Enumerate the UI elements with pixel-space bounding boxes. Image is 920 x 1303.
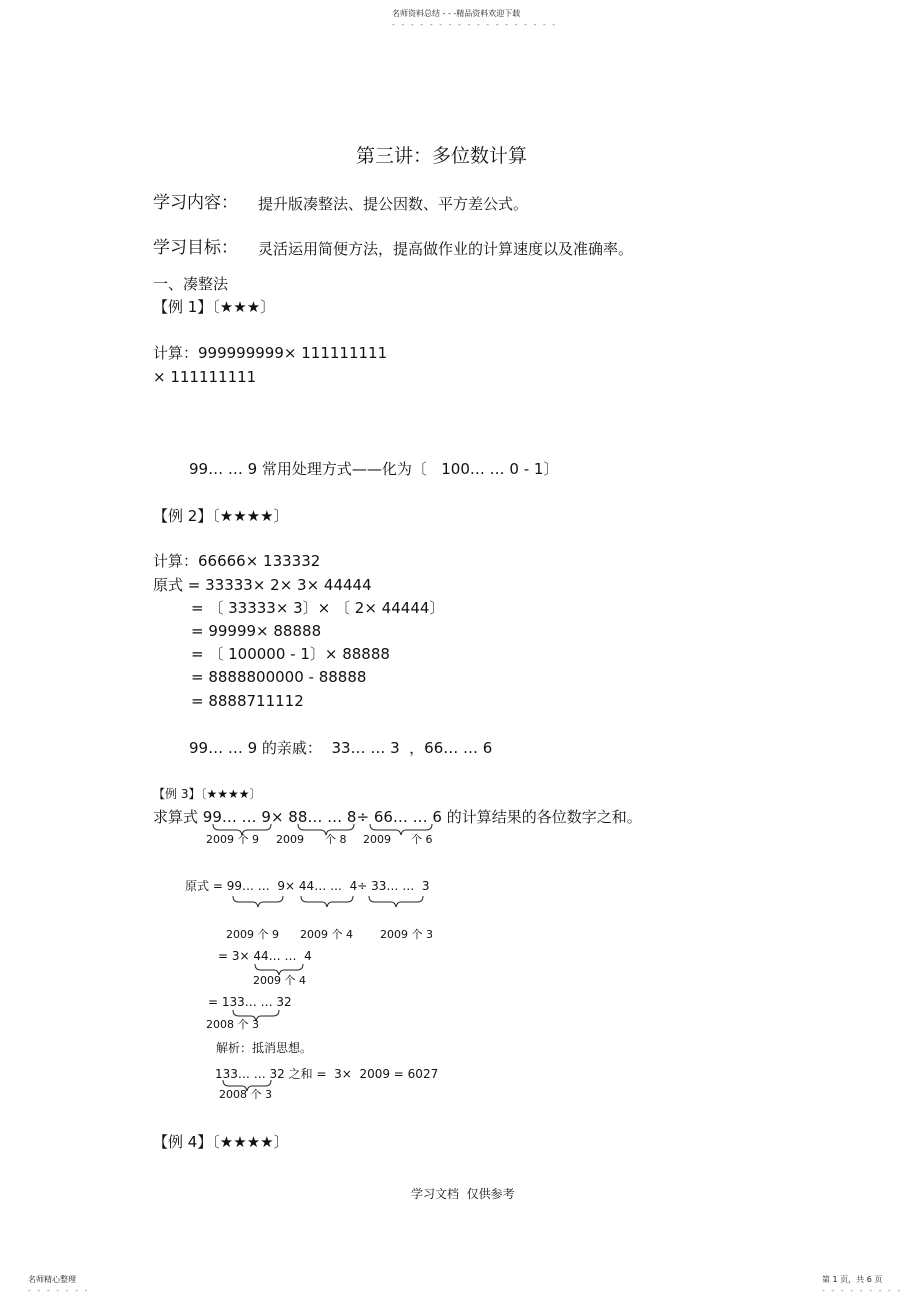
solution-line: [185, 880, 430, 892]
solution-line: [208, 996, 292, 1008]
example-2-line: = 〔 33333× 3〕× 〔 2× 44444〕: [191, 599, 445, 617]
example-1-line: × 111111111: [153, 368, 257, 386]
number-sixes: 66… … 6: [373, 808, 442, 826]
section-heading: 一、凑整法: [153, 275, 229, 293]
operator: ÷: [357, 879, 372, 893]
brace: [369, 896, 423, 907]
brace-label: 2008 个 3: [219, 1088, 272, 1101]
brace-label: 2009 个 4: [253, 974, 306, 987]
brace-label: 个 8: [325, 833, 347, 846]
solution-prefix: = 3×: [218, 949, 254, 963]
brace-label: 2009 个 9: [226, 928, 279, 941]
brace: [301, 896, 353, 907]
brace-label: 2009 个 9: [206, 833, 259, 846]
footer-note: 学习文档 仅供参考: [411, 1187, 515, 1201]
brace-label: 2009: [276, 833, 304, 846]
footer-left-dots: - - - - - - -: [28, 1286, 90, 1295]
example-2-line: = 99999× 88888: [191, 622, 322, 640]
analysis-text: 解析：抵消思想。: [216, 1041, 313, 1055]
question-suffix: 的计算结果的各位数字之和。: [441, 808, 642, 826]
number-nines: 99… … 9: [226, 879, 286, 893]
number-eights: 88… … 8: [288, 808, 357, 826]
sum-line: [215, 1068, 438, 1080]
goal-label: 学习目标：: [153, 238, 238, 258]
footer-left: 名师精心整理: [28, 1275, 76, 1284]
brace-label: 个 6: [411, 833, 433, 846]
goal-text: 灵活运用简便方法，提高做作业的计算速度以及准确率。: [258, 240, 634, 258]
footer-right-dots: - - - - - - - - -: [822, 1286, 903, 1295]
solution-line: [218, 950, 312, 962]
number-threes: 33… …: [222, 1067, 270, 1081]
number-nines: 99… … 9: [202, 808, 271, 826]
operator: ÷: [356, 808, 374, 826]
example-2-heading: 【例 2】〔★★★★〕: [153, 507, 289, 525]
content-text: 提升版凑整法、提公因数、平方差公式。: [258, 195, 529, 213]
operator: ×: [270, 808, 289, 826]
page-title: 第三讲：多位数计算: [356, 145, 528, 167]
example-2-line: = 〔 100000 - 1〕× 88888: [191, 645, 390, 663]
solution-prefix: 原式 =: [185, 879, 227, 893]
number-fours: 44… … 4: [253, 949, 312, 963]
example-2-line: 原式 = 33333× 2× 3× 44444: [153, 576, 372, 594]
brace: [233, 896, 283, 907]
brace-label: 2009 个 4: [300, 928, 353, 941]
question-prefix: 求算式: [153, 808, 203, 826]
example-1-heading: 【例 1】〔★★★〕: [153, 298, 276, 316]
example-2-line: 计算：66666× 133332: [153, 552, 321, 570]
example-2-line: = 8888800000 - 88888: [191, 668, 367, 686]
number-threes: 33… … 3: [371, 879, 430, 893]
brace-label: 2009 个 3: [380, 928, 433, 941]
header-dotted-line: - - - - - - - - - - - - - - - - - -: [392, 20, 558, 29]
example-4-heading: 【例 4】〔★★★★〕: [153, 1133, 289, 1151]
sum-suffix: 32 之和 = 3× 2009 = 6027: [269, 1067, 439, 1081]
page-number: 第 1 页，共 6 页: [822, 1275, 883, 1284]
content-label: 学习内容：: [153, 193, 238, 213]
example-1-note: 99… … 9 常用处理方式——化为〔 100… … 0 - 1〕: [189, 460, 559, 478]
example-3-heading: 【例 3】〔★★★★〕: [153, 787, 262, 801]
solution-suffix: 32: [276, 995, 292, 1009]
operator: ×: [285, 879, 299, 893]
page-header: 名师资料总结 - - -精品资料欢迎下载: [392, 9, 521, 18]
solution-prefix: = 1: [208, 995, 230, 1009]
example-2-line: = 8888711112: [191, 692, 304, 710]
brace-label: 2009: [363, 833, 391, 846]
example-1-line: 计算：999999999× 111111111: [153, 344, 388, 362]
number-fours: 44… … 4: [298, 879, 358, 893]
sum-prefix: 1: [215, 1067, 223, 1081]
brace-label: 2008 个 3: [206, 1018, 259, 1031]
example-2-note: 99… … 9 的亲戚： 33… … 3 ，66… … 6: [189, 739, 493, 757]
number-threes: 33… …: [229, 995, 277, 1009]
